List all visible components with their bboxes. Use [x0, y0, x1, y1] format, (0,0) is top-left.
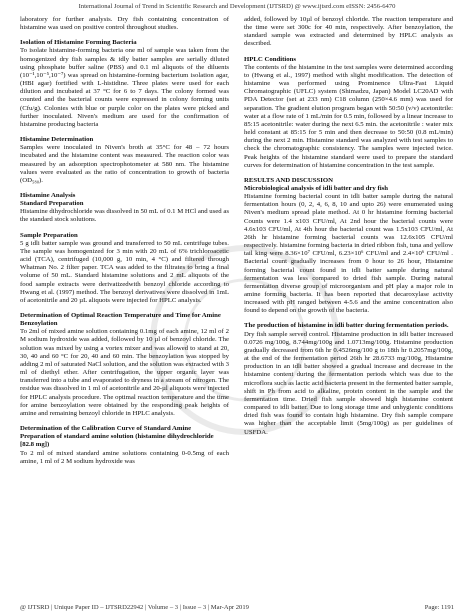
paragraph: To 2 ml of mixed standard amine solutions containing 0-0.5mg of each amine, 1 ml of 2 M sodium hydroxide was	[20, 449, 229, 465]
section-heading: HPLC Conditions	[244, 55, 296, 63]
section-heading: Histamine Determination	[20, 136, 94, 144]
paragraph: To isolate histamine-forming bacteria one ml of sample was taken from the homogenized dry fish samples & idly batter samples are serially diluted using phosphate buffer saline (PBS) and 0.1 ml aliquots of the diluents (10⁻¹,10⁻⁵,10⁻⁷) was spread on histamine-forming bacterium isolation agar, (HBI agar) fortified with L-histidine. Three plates were used for each dilution and incubated at 37 °C for 6 to 7 days. The colony formed was counted and the bacterial counts were expressed in colony forming units (Cfu/g). Colonies with blue or purple color on the plates were picked and further inoculated. Niven's medium are used for the confirmation of histamine producing bacteria	[20, 47, 229, 128]
section-heading: The production of histamine in idli batter during fermentation periods.	[244, 322, 449, 330]
subsection-heading: Microbiological analysis of idli batter and dry fish	[244, 184, 388, 192]
paragraph: Dry fish sample served control. Histamine production in idli batter increased 0.0726 mg/100g, 8.744mg/100g and 1.0713mg/100g. Histamine production gradually decreased from 6th hr 0.4526mg/100 g to 18th hr 0.2057mg/100g, at the end of the fermentation period 26th hr 28.6733 mg/100g, Histamine production in an idli batter showed a gradual increase and decrease in the histamine content during the fermentation periods which was due to the microflora such as lactic acid bacteria present in the fermented batter sample, shift in Ph from acid to alkaline, protein content in the sample and the fermentation time. Dried fish sample showed high histamine content compared to idli batter. Due to long storage time and unhygienic conditions dried fish was found to contain high histamine. Dry fish sample compare was higher than the acceptable limit (5mg/100g) as per guidelines of USFDA.	[244, 330, 453, 436]
section-heading: RESULTS AND DISCUSSION	[244, 176, 334, 184]
paragraph: To 2ml of mixed amine solution containing 0.1mg of each amine, 12 ml of 2 M sodium hydroxide was added, followed by 10 µl of benzoyl chloride. The solution was mixed by using a vortex mixer and was allowed to stand at 20, 30, 40 and 60 °C for 20, 40 and 60 min. The benzoylation was stopped by adding 2 ml of saturated NaCl solution, and the solution was extracted with 3 ml of diethyl ether. After centrifugation, the upper organic layer was transferred into a tube and evaporated to dryness in a stream of nitrogen. The residue was dissolved in 1 ml of acetonitrile and 20-µl aliquots were injected for HPLC analysis procedure. The optimal reaction temperature and the time for amine benzoylation were obtained by the responding peak heights of amine and remaining benzoyl chloride in HPLC analysis.	[20, 328, 229, 417]
paragraph: Histamine forming bacterial count in idli batter sample during the natural fermentation hours (0, 2, 4, 6, 8, 10 and upto 26) were enumerated using Niven's medium spread plate method. At 0 hr histamine forming bacterial Counts were 1.4 x103 CFU/ml, At 2nd hour the bacterial counts were 4.6x103 CFU/ml, At 4th hour the bacterial count was 1.5x103 CFU/ml, At 26th hr histamine forming bacterial counts was 12.6x105 CFU/ml respectively. histamine forming bacteria in dried ribbon fish, tuna and yellow tail king were 8.36×10⁷ CFU/ml, 6.23×10⁶ CFU/ml and 2.4×10⁶ CFU/ml . Bacterial count gradually increases from 0 hour to 26 hour, Histamine forming bacterial count found in idli batter sample during natural fermentation was less compared to dried fish sample. During natural fermentation diverse group of microorganism and pH play a major role in amine forming bacteria. It has been reported that decaroxylase activity increased with pH ranged between 4-5.6 and the amine concentration also found to depend on the growth of the bacteria.	[244, 193, 453, 315]
section-heading: Determination of Optimal Reaction Temperature and Time for Amine Benzoylation	[20, 312, 221, 328]
left-column	[20, 16, 229, 594]
section-heading: Determination of the Calibration Curve of Standard Amine	[20, 425, 192, 433]
paragraph: 5 g idli batter sample was ground and transferred to 50 mL centrifuge tubes. The sample was homogenized for 3 min with 20 mL of 6% trichloroacetic acid (TCA), centrifuged (10,000 g, 10 min, 4 °C) and filtered through Whatman No. 2 filter paper. TCA was added to the filtrates to bring a final volume of 50 mL. Standard histamine solutions and 2 mL aliquots of the food sample extracts were derivatizedwith benzoyl chloride according to Hwang et al. (1997) method. The benzoyl derivatives were dissolved in 1mL of acetonitrile and 20 µL aliquots were injected for HPLC analysis.	[20, 239, 229, 304]
section-heading: Sample Preparation	[20, 231, 78, 239]
paragraph: laboratory for further analysis. Dry fish containing concentration of histamine was used on positive control throughout studies.	[20, 16, 229, 32]
paragraph: The contents of the histamine in the test samples were determined according to (Hwang et al., 1997) method with slight modification. The detection of histamine was performed using Prominence Ultra-Fast Liquid Chromatographic (UFLC) system (Shimadzu, Japan) Model LC20AD with PDA Detector (set at 233 nm) C18 column (250×4.6 mm) was used for separation. The gradient elution program began with 50:50 (v/v) acetonitrile: water at a flow rate of 1 mL/min for 0.5 min, followed by a linear increase to 85:15 acetonitrile: water during the next 6.5 min. the acetonitrile : water mix held constant at 85:15 for 5 min and then decrease to 50:50 (0.8 mL/min) during the next 2 min. Histamine standard was analyzed with test samples to check the chromatographic consistency. The samples were injected twice. Peak heights of the histamine standard were used to prepare the standard curves for determination of histamine concentration in the test sample.	[244, 63, 453, 169]
subsection-heading: Preparation of standard amine solution (histamine dihydrochloride [82.8 mg])	[20, 433, 214, 449]
journal-header: International Journal of Trend in Scientific Research and Development (IJTSRD) @ www.ijtsrd.com eISSN: 2456-6470	[78, 3, 396, 10]
page-number: Page: 1191	[424, 604, 454, 611]
paragraph: Histamine dihydrochloride was dissolved in 50 mL of 0.1 M HCl and used as the standard stock solutions.	[20, 208, 229, 224]
subsection-heading: Standard Preparation	[20, 200, 84, 208]
paragraph: added, followed by 10µl of benzoyl chloride. The reaction temperature and the time were set 300c for 40 min, respectively. After benzoylation, the standard sample was extracted and determined by HPLC analysis as described.	[244, 16, 453, 48]
page-footer	[20, 604, 454, 611]
section-heading: Histamine Analysis	[20, 191, 76, 199]
paragraph: Samples were inoculated in Niven's broth at 35°C for 48 – 72 hours incubated and the histamine content was measured. The reaction color was measured by an adsorption spectrophotometer at 580 nm. The histamine values were evaluated as the ratio of concentration to growth of bacteria (OD₅₈₀).	[20, 144, 229, 184]
footer-citation: @ IJTSRD | Unique Paper ID – IJTSRD22942 | Volume – 3 | Issue – 3 | Mar-Apr 2019	[20, 604, 249, 611]
section-heading: Isolation of Histamine Forming Bacteria	[20, 39, 137, 47]
right-column	[244, 16, 453, 594]
